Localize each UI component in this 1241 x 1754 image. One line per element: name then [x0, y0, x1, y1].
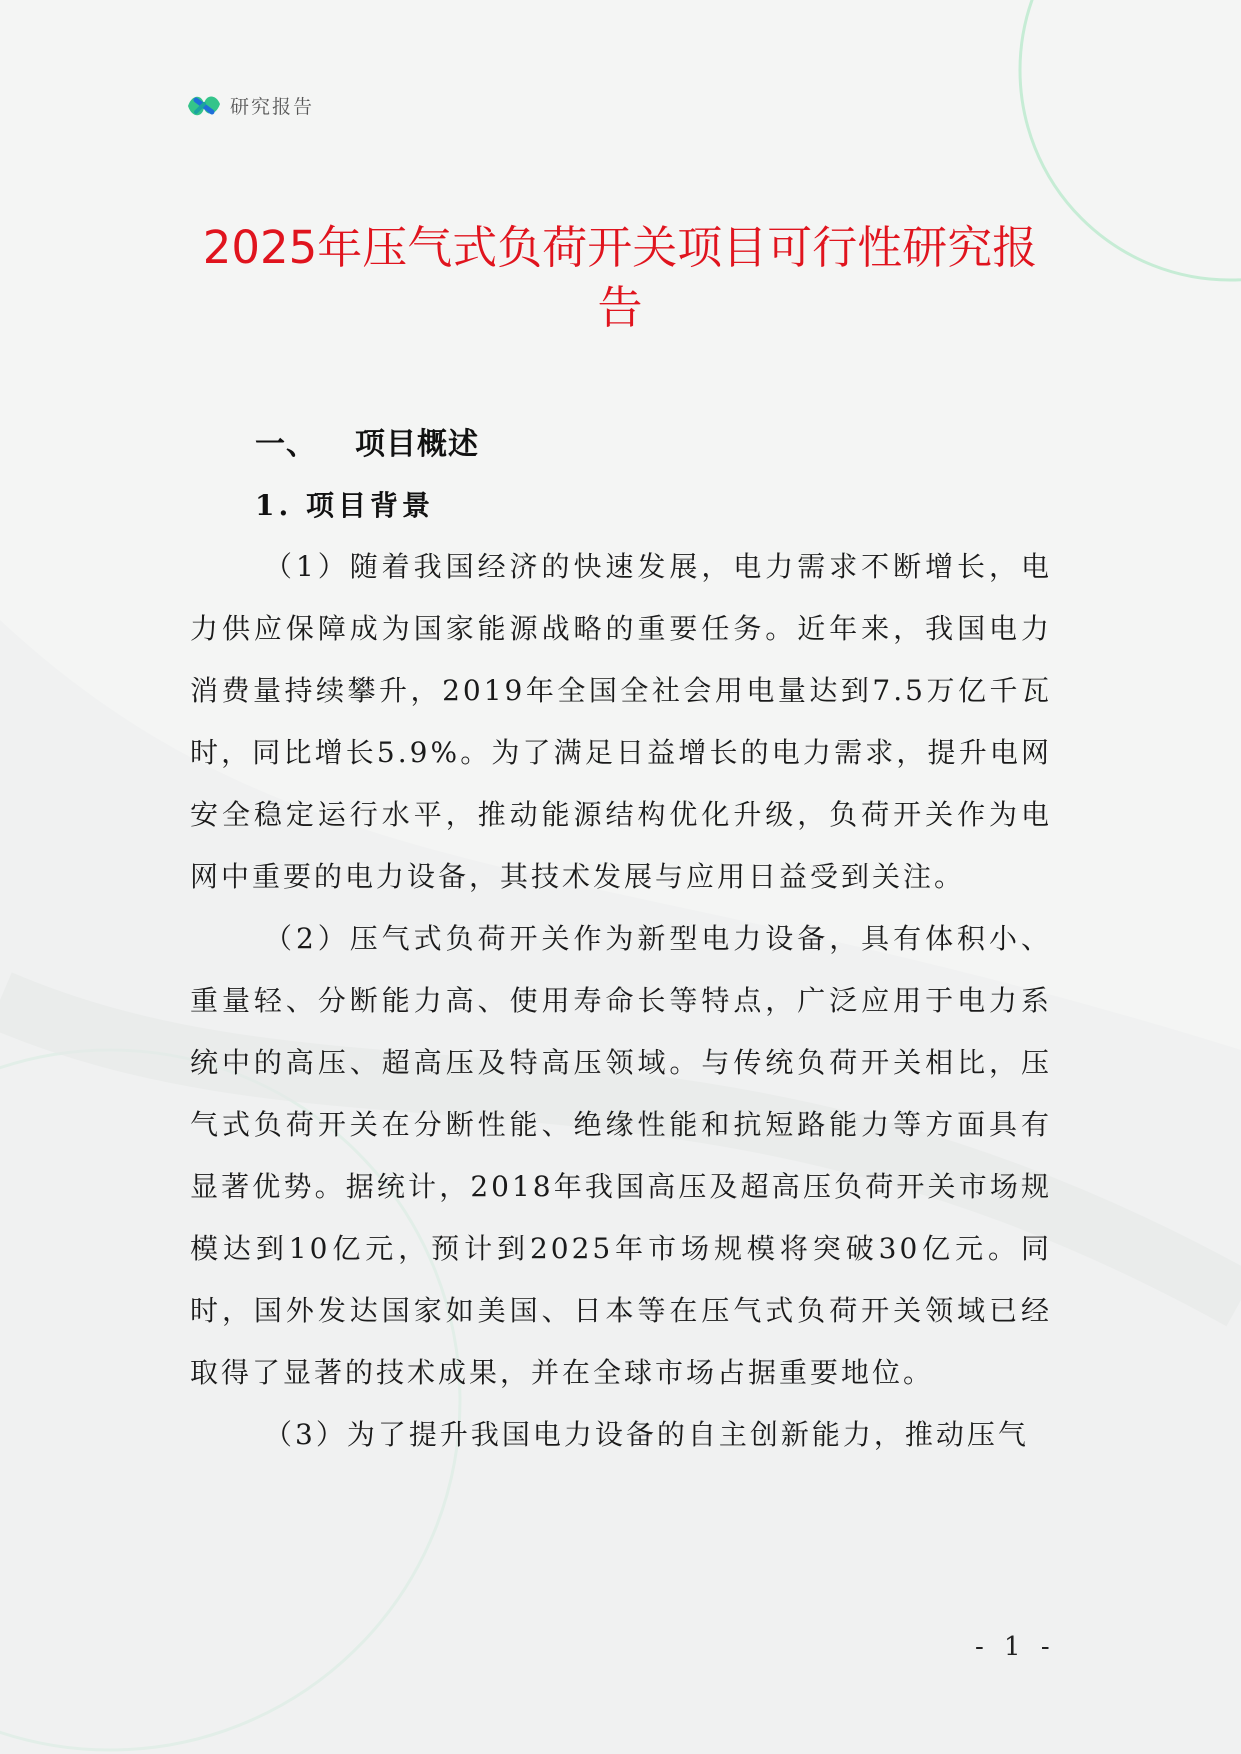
- paragraph: （1）随着我国经济的快速发展，电力需求不断增长，电力供应保障成为国家能源战略的重要任务。近年来，我国电力消费量持续攀升，2019年全国全社会用电量达到7.5万亿千瓦时，同比增长5.9%。为了满足日益增长的电力需求，提升电网安全稳定运行水平，推动能源结构优化升级，负荷开关作为电网中重要的电力设备，其技术发展与应用日益受到关注。: [190, 550, 1052, 893]
- header-label: 研究报告: [230, 95, 315, 118]
- leaf-logo-icon: [186, 90, 222, 120]
- section-heading: [255, 419, 479, 463]
- document-title: 2025年压气式负荷开关项目可行性研究报告: [202, 221, 1038, 334]
- page-number: - 1 -: [975, 1632, 1056, 1662]
- section-title: 项目概述: [355, 427, 479, 462]
- paragraph: （3）为了提升我国电力设备的自主创新能力，推动压气: [264, 1418, 1029, 1451]
- subsection-heading: 1. 项目背景: [255, 489, 434, 522]
- document-header: [186, 90, 314, 120]
- section-number: 一、: [255, 427, 317, 462]
- body-text: [190, 536, 1052, 1466]
- paragraph: （2）压气式负荷开关作为新型电力设备，具有体积小、重量轻、分断能力高、使用寿命长等特点，广泛应用于电力系统中的高压、超高压及特高压领域。与传统负荷开关相比，压气式负荷开关在分断性能、绝缘性能和抗短路能力等方面具有显著优势。据统计，2018年我国高压及超高压负荷开关市场规模达到10亿元，预计到2025年市场规模将突破30亿元。同时，国外发达国家如美国、日本等在压气式负荷开关领域已经取得了显著的技术成果，并在全球市场占据重要地位。: [190, 922, 1052, 1389]
